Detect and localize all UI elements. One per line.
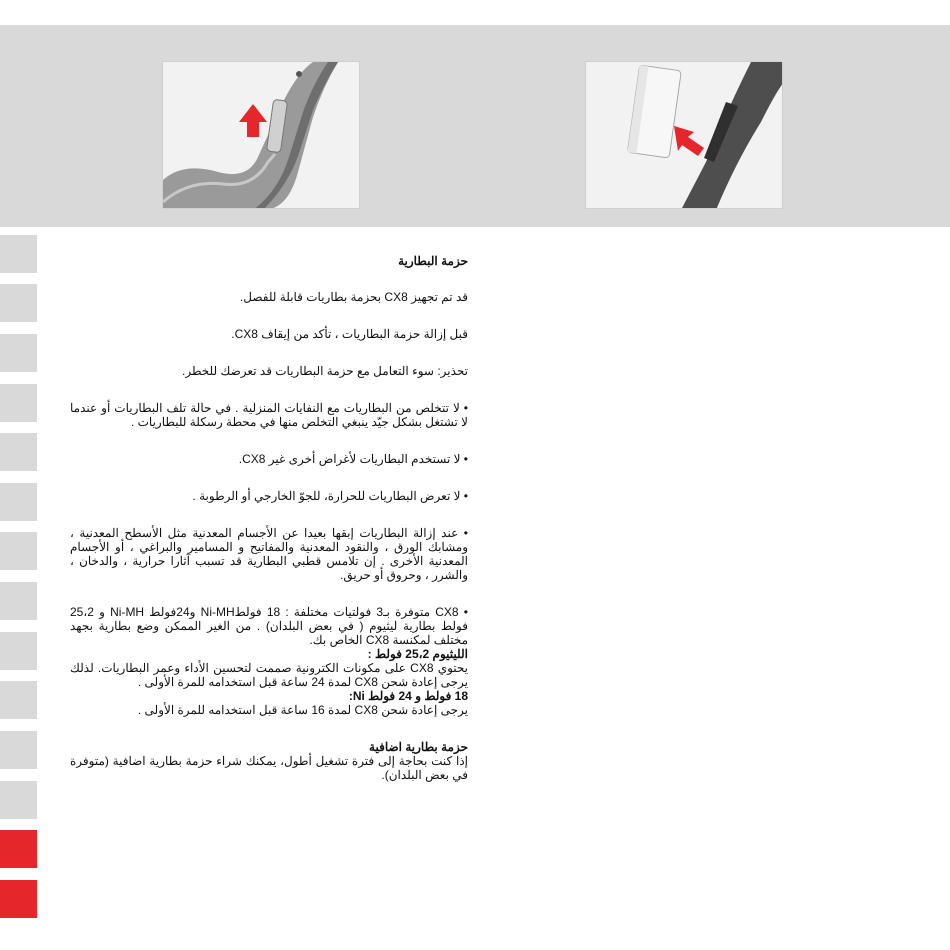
- photo-release-battery: [162, 61, 360, 209]
- lithium-heading: الليثيوم 25،2 فولط :: [367, 647, 468, 661]
- top-image-band: [0, 25, 950, 227]
- paragraph: قد تم تجهيز CX8 بحزمة بطاريات قابلة للفصل.: [239, 290, 468, 304]
- bullet-heat: • لا تعرض البطاريات للحرارة، للجوّ الخارجي أو الرطوبة .: [192, 489, 468, 503]
- side-tab: [0, 384, 37, 422]
- side-tab: [0, 433, 37, 471]
- nimh-heading: 18 فولط و 24 فولط Ni:: [348, 689, 468, 703]
- bullet-usage: • لا تستخدم البطاريات لأغراض أخرى غير CX8.: [238, 452, 468, 466]
- side-tab: [0, 781, 37, 819]
- section-title: حزمة البطارية: [398, 254, 468, 268]
- side-tab-active: [0, 880, 37, 918]
- side-tab: [0, 681, 37, 719]
- warning-paragraph: تحذير: سوء التعامل مع حزمة البطاريات قد تعرضك للخطر.: [182, 364, 468, 378]
- bullet-metal: • عند إزالة البطاريات إبقها بعيدا عن الأجسام المعدنية مثل الأسطح المعدنية ، ومشابك الورق ، والنقود المعدنية والمفاتيح و المسامير والبراغي ، أو الأجسام المعدنية الأخرى . إن تلامس قطبي البطارية قد تسبب آثارا حرارية ، والدخان ، والشرر ، وحروق أو حريق.: [70, 526, 468, 582]
- extra-battery-text: إذا كنت بحاجة إلى فترة تشغيل أطول، يمكنك شراء حزمة بطارية اضافية (متوفرة في بعض البلدان).: [70, 754, 468, 782]
- photo-insert-battery: [585, 61, 783, 209]
- battery-insert-icon: [586, 62, 783, 209]
- up-arrow-icon: [239, 104, 267, 137]
- side-tab: [0, 284, 37, 322]
- side-tab-active: [0, 830, 37, 868]
- vacuum-handle-icon: [163, 62, 360, 209]
- side-tab: [0, 532, 37, 570]
- arrow-icon: [674, 126, 704, 156]
- nimh-text: يرجى إعادة شحن CX8 لمدة 16 ساعة قبل استخدامه للمرة الأولى .: [137, 703, 468, 717]
- extra-battery-title: حزمة بطارية اضافية: [369, 740, 468, 754]
- paragraph: قبل إزالة حزمة البطاريات ، تأكد من إيقاف CX8.: [231, 327, 468, 341]
- bullet-voltage: • CX8 متوفرة بـ3 فولتيات مختلفة : 18 فولطNi-MH و24فولط Ni-MH و 25،2 فولط بطارية ليثيوم ( في بعض البلدان) . من الغير الممكن وضع بطارية بجهد مختلف لمكنسة CX8 الخاص بك.: [70, 605, 468, 647]
- lithium-text: يحتوي CX8 على مكونات الكترونية صممت لتحسين الأداء وعمر البطاريات. لذلك يرجى إعادة شحن CX8 لمدة 24 ساعة قبل استخدامه للمرة الأولى .: [70, 661, 468, 689]
- side-tab: [0, 235, 37, 273]
- side-tab: [0, 582, 37, 620]
- bullet-disposal: • لا تتخلص من البطاريات مع النفايات المنزلية . في حالة تلف البطاريات أو عندما لا تشتغل بشكل جيّد ينبغي التخلص منها في محطة رسكلة للبطاريات .: [70, 401, 468, 429]
- side-tab: [0, 731, 37, 769]
- side-tab: [0, 483, 37, 521]
- side-tab: [0, 632, 37, 670]
- side-tab: [0, 334, 37, 372]
- battery-section: [70, 254, 468, 782]
